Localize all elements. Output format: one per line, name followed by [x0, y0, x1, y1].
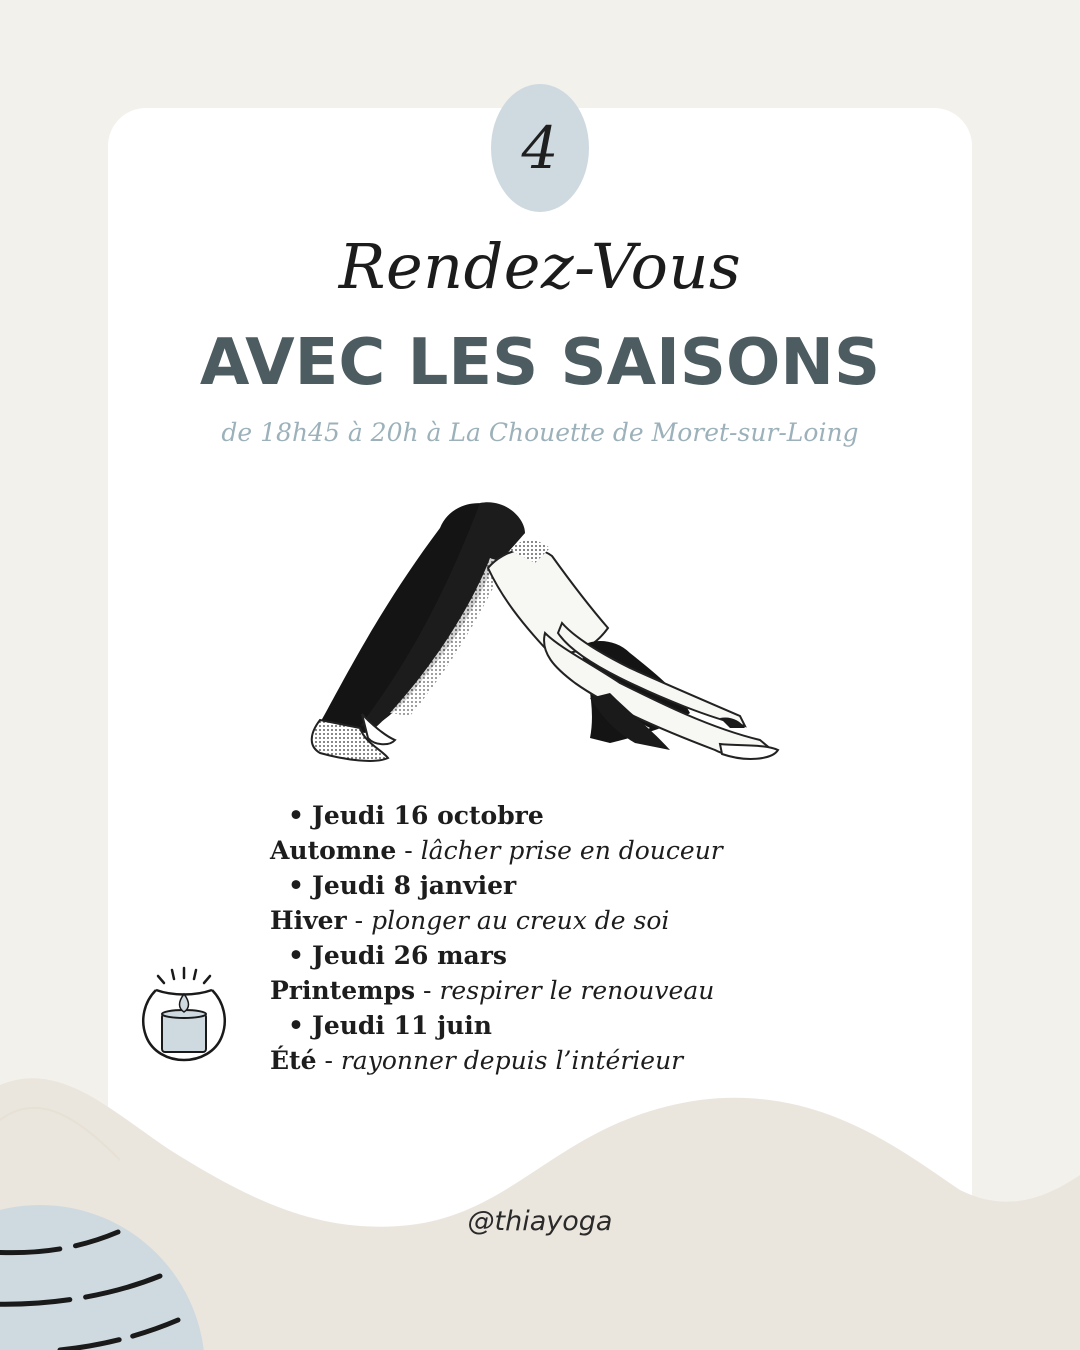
season-name: Hiver [270, 906, 347, 935]
title-bold: AVEC LES SAISONS [199, 326, 881, 400]
instagram-handle: @thiayoga [467, 1206, 613, 1237]
season-line [270, 833, 830, 868]
season-theme: lâcher prise en douceur [420, 836, 723, 865]
event-date: • Jeudi 16 octobre [270, 798, 830, 833]
season-name: Été [270, 1046, 317, 1075]
event-date: • Jeudi 26 mars [270, 938, 830, 973]
season-separator: - [316, 1046, 341, 1075]
step-number: 4 [521, 114, 559, 182]
season-theme: plonger au creux de soi [371, 906, 670, 935]
step-number-badge [491, 84, 589, 212]
season-separator: - [396, 836, 421, 865]
season-theme: rayonner depuis l’intérieur [340, 1046, 684, 1075]
season-name: Automne [270, 836, 397, 865]
season-line [270, 903, 830, 938]
season-line [270, 973, 830, 1008]
event-date: • Jeudi 8 janvier [270, 868, 830, 903]
season-separator: - [415, 976, 440, 1005]
event-date: • Jeudi 11 juin [270, 1008, 830, 1043]
season-line [270, 1043, 830, 1078]
season-separator: - [346, 906, 372, 935]
event-schedule [270, 798, 830, 1078]
candle-jar-icon [138, 962, 230, 1066]
season-name: Printemps [270, 976, 416, 1005]
downward-dog-yoga-pose-icon [290, 488, 790, 778]
title-script: Rendez-Vous [338, 230, 742, 303]
season-theme: respirer le renouveau [439, 976, 715, 1005]
event-time-location: de 18h45 à 20h à La Chouette de Moret-sur-Loing [221, 418, 859, 447]
